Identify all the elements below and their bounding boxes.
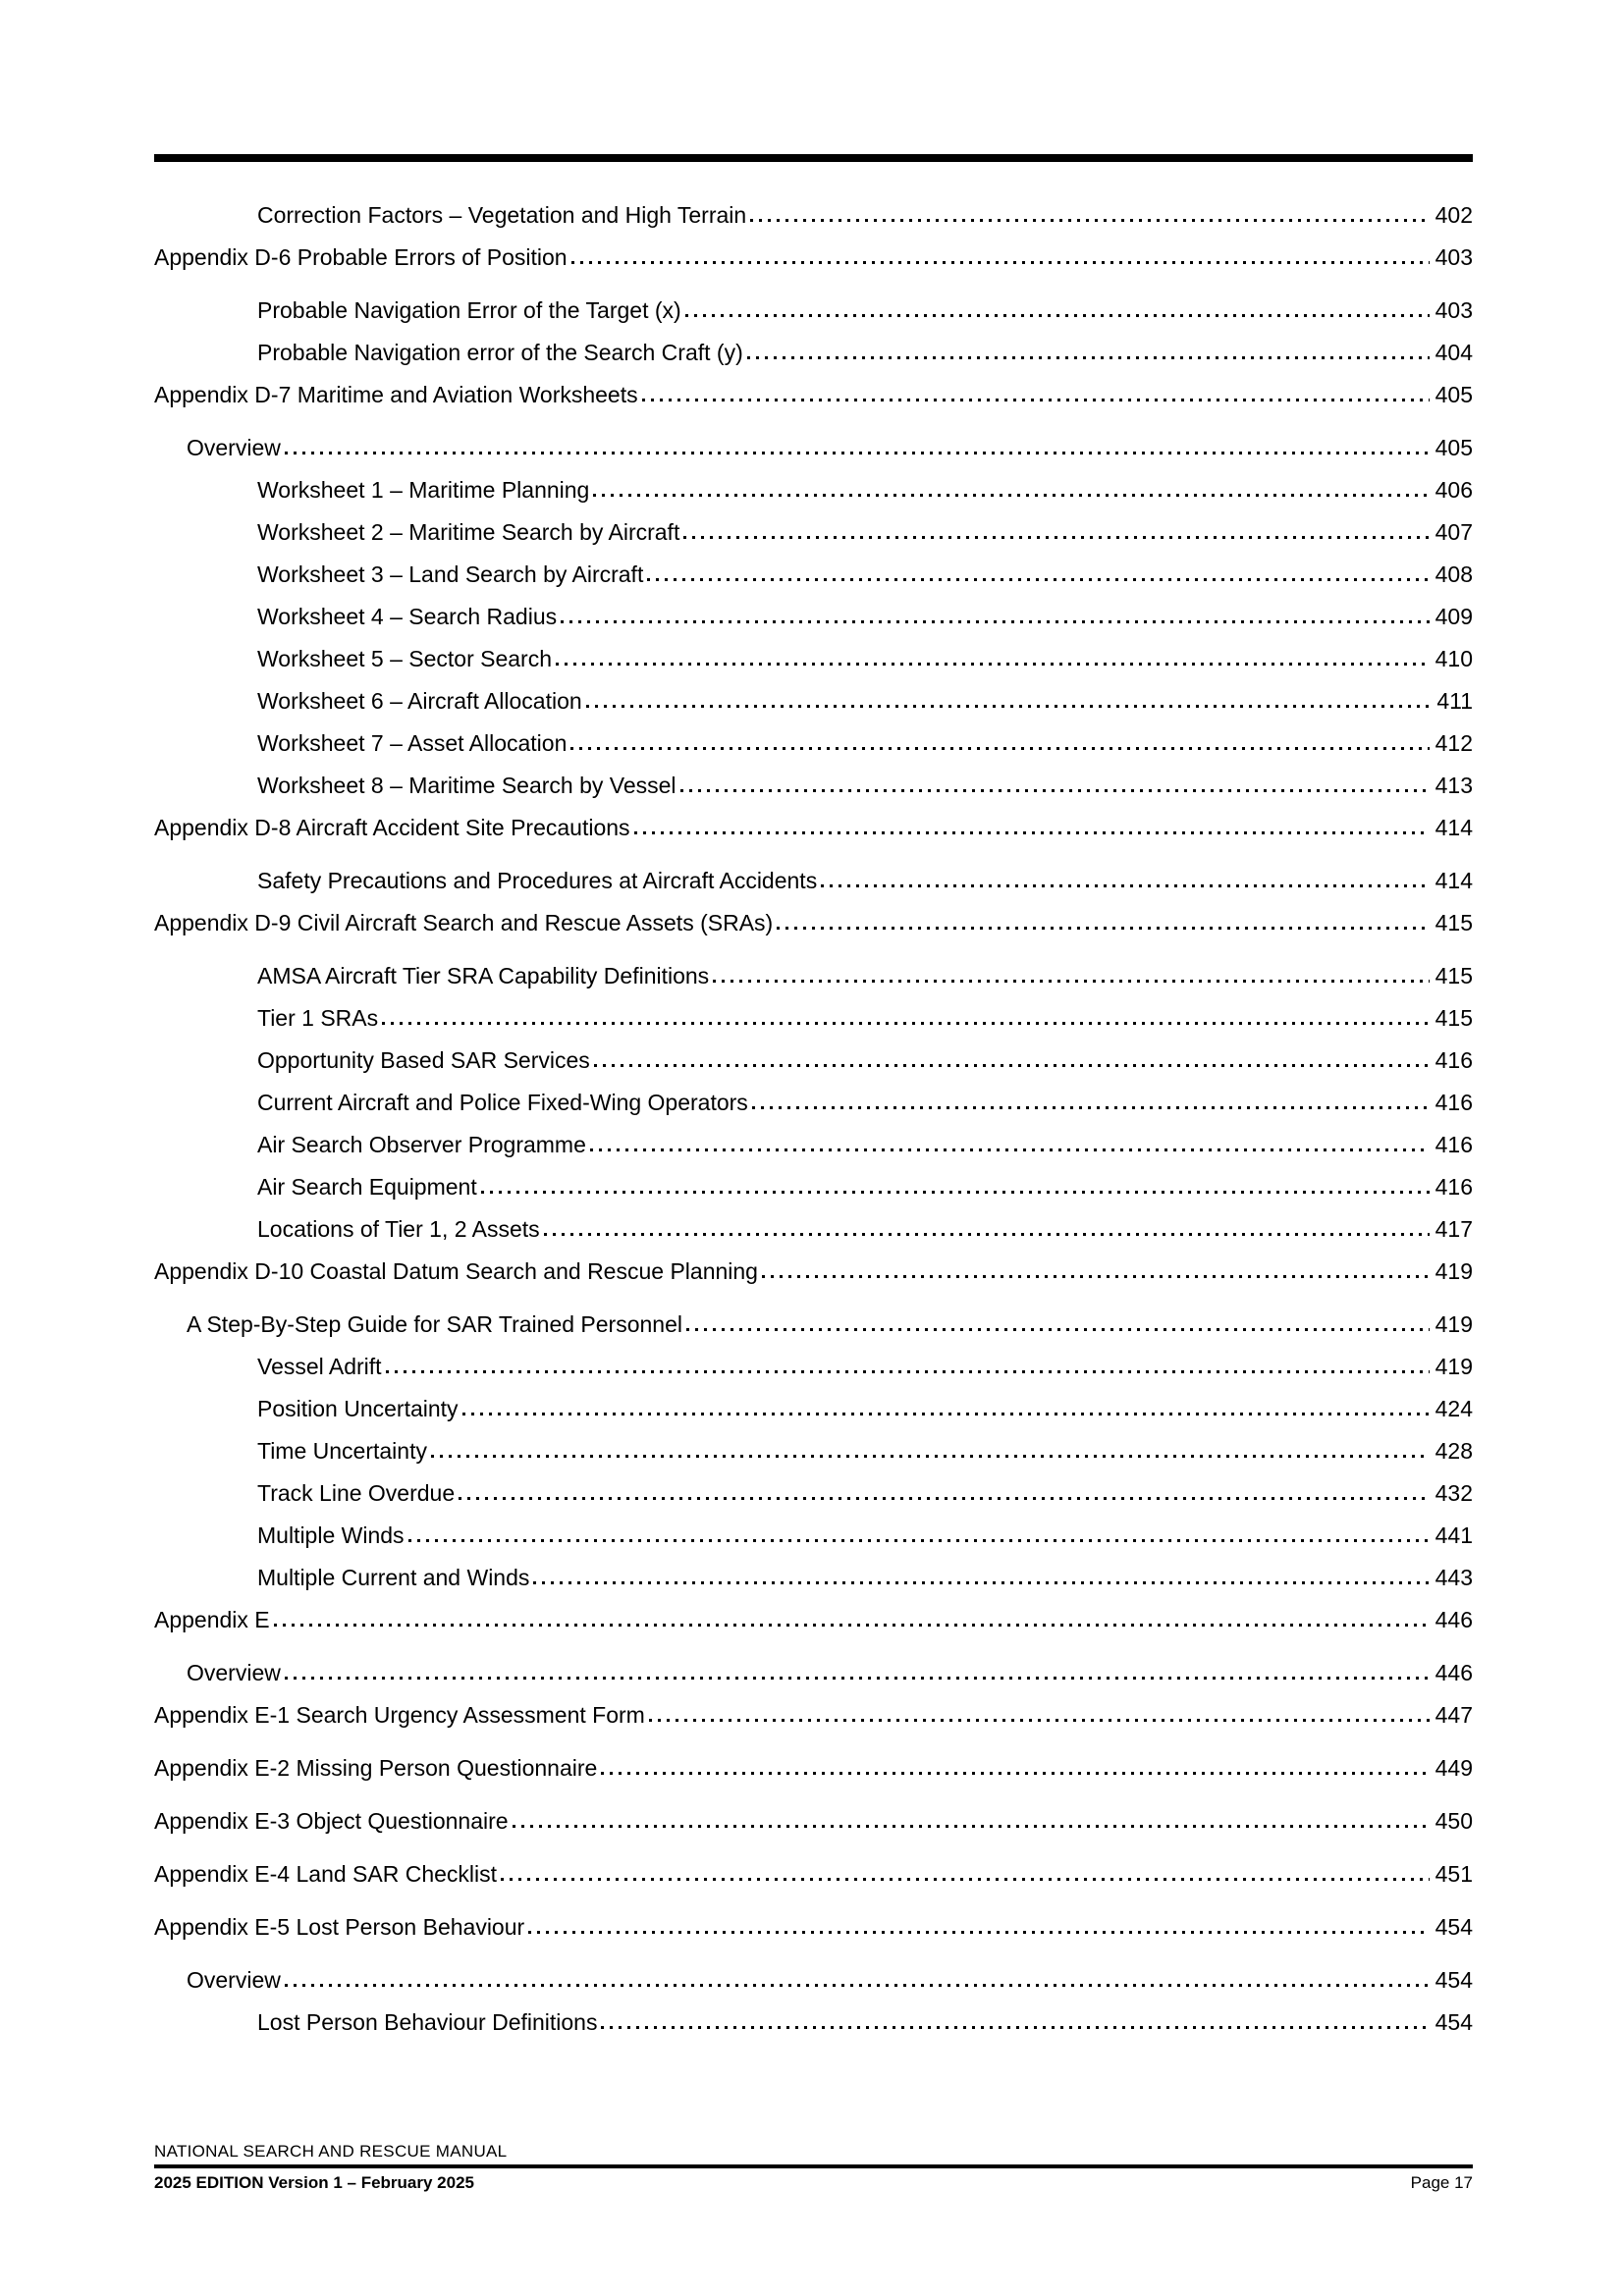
dot-leader: [274, 1624, 1430, 1627]
toc-entry[interactable]: [154, 339, 1473, 366]
footer-edition: 2025 EDITION Version 1 – February 2025: [154, 2173, 474, 2192]
toc-entry-page: 406: [1435, 477, 1473, 503]
dot-leader: [556, 663, 1430, 666]
toc-entry-page: 419: [1435, 1258, 1473, 1284]
toc-entry[interactable]: [154, 909, 1473, 936]
toc-entry-page: 454: [1435, 1967, 1473, 1993]
toc-entry-label: Overview: [187, 1967, 281, 1993]
toc-entry-page: 403: [1435, 297, 1473, 323]
dot-leader: [647, 578, 1429, 581]
toc-entry-label: Appendix D-10 Coastal Datum Search and Rescue Planning: [154, 1258, 758, 1284]
toc-entry-label: Position Uncertainty: [257, 1396, 459, 1421]
dot-leader: [747, 356, 1430, 359]
toc-entry-label: Probable Navigation Error of the Target (x): [257, 297, 681, 323]
toc-entry-page: 410: [1435, 646, 1473, 671]
dot-leader: [685, 314, 1430, 317]
toc-entry-page: 454: [1435, 2009, 1473, 2035]
toc-entry[interactable]: [154, 1807, 1473, 1835]
toc-entry-page: 412: [1435, 730, 1473, 756]
toc-entry-page: 449: [1435, 1755, 1473, 1781]
toc-entry-page: 407: [1435, 519, 1473, 545]
dot-leader: [285, 452, 1430, 454]
toc-entry[interactable]: [154, 2008, 1473, 2036]
toc-entry-page: 451: [1435, 1861, 1473, 1887]
toc-entry[interactable]: [154, 1659, 1473, 1686]
dot-leader: [382, 1022, 1430, 1025]
toc-entry-page: 411: [1436, 688, 1473, 714]
toc-entry-page: 447: [1435, 1702, 1473, 1728]
toc-entry-page: 441: [1435, 1522, 1473, 1548]
toc-entry-page: 446: [1435, 1607, 1473, 1632]
toc-entry-label: Time Uncertainty: [257, 1438, 427, 1464]
dot-leader: [459, 1497, 1429, 1500]
toc-entry-page: 417: [1435, 1216, 1473, 1242]
dot-leader: [713, 980, 1429, 983]
toc-entry[interactable]: [154, 243, 1473, 271]
toc-entry[interactable]: [154, 381, 1473, 408]
dot-leader: [501, 1878, 1430, 1881]
toc-entry-label: AMSA Aircraft Tier SRA Capability Definitions: [257, 963, 710, 988]
toc-entry-page: 403: [1435, 244, 1473, 270]
toc-entry[interactable]: [154, 645, 1473, 672]
toc-entry-label: Appendix E-5 Lost Person Behaviour: [154, 1914, 525, 1940]
header-rule: [154, 154, 1473, 162]
toc-entry-label: Appendix D-7 Maritime and Aviation Worksheets: [154, 382, 638, 407]
toc-entry-page: 404: [1435, 340, 1473, 365]
toc-entry-label: Worksheet 2 – Maritime Search by Aircraft: [257, 519, 680, 545]
dot-leader: [528, 1931, 1429, 1934]
toc-entry[interactable]: [154, 1131, 1473, 1158]
toc-entry-label: Track Line Overdue: [257, 1480, 456, 1506]
toc-entry[interactable]: [154, 603, 1473, 630]
toc-entry-page: 424: [1435, 1396, 1473, 1421]
toc-entry[interactable]: [154, 518, 1473, 546]
toc-entry-label: Multiple Current and Winds: [257, 1565, 530, 1590]
toc-entry[interactable]: [154, 687, 1473, 715]
toc-entry-page: 450: [1435, 1808, 1473, 1834]
toc-entry-page: 415: [1435, 963, 1473, 988]
dot-leader: [683, 536, 1429, 539]
toc-entry-page: 454: [1435, 1914, 1473, 1940]
toc-entry[interactable]: [154, 1004, 1473, 1032]
toc-entry-label: Worksheet 7 – Asset Allocation: [257, 730, 568, 756]
toc-entry-label: Worksheet 4 – Search Radius: [257, 604, 558, 629]
toc-entry-page: 414: [1435, 868, 1473, 893]
dot-leader: [601, 2026, 1429, 2029]
toc-entry[interactable]: [154, 1522, 1473, 1549]
toc-entry-label: A Step-By-Step Guide for SAR Trained Personnel: [187, 1311, 682, 1337]
footer-rule: [154, 2164, 1473, 2168]
toc-entry[interactable]: [154, 1395, 1473, 1422]
toc-entry[interactable]: [154, 772, 1473, 799]
dot-leader: [777, 927, 1429, 930]
toc-entry-label: Opportunity Based SAR Services: [257, 1047, 590, 1073]
dot-leader: [762, 1275, 1430, 1278]
toc-entry[interactable]: [154, 1913, 1473, 1941]
toc-entry-label: Overview: [187, 1660, 281, 1685]
toc-entry[interactable]: [154, 867, 1473, 894]
dot-leader: [821, 884, 1429, 887]
toc-entry-page: 443: [1435, 1565, 1473, 1590]
toc-entry-label: Vessel Adrift: [257, 1354, 382, 1379]
dot-leader: [594, 1064, 1430, 1067]
toc-entry-page: 419: [1435, 1354, 1473, 1379]
dot-leader: [561, 620, 1430, 623]
dot-leader: [634, 831, 1430, 834]
toc-entry-label: Correction Factors – Vegetation and High Terrain: [257, 202, 747, 228]
toc-entry[interactable]: [154, 1257, 1473, 1285]
toc-entry[interactable]: [154, 1966, 1473, 1994]
toc-list: [154, 201, 1473, 2036]
toc-entry-page: 402: [1435, 202, 1473, 228]
toc-entry-label: Current Aircraft and Police Fixed-Wing Operators: [257, 1090, 748, 1115]
toc-entry[interactable]: [154, 1173, 1473, 1201]
dot-leader: [570, 747, 1429, 750]
dot-leader: [285, 1984, 1430, 1987]
toc-entry[interactable]: [154, 729, 1473, 757]
toc-entry[interactable]: [154, 201, 1473, 229]
toc-entry-page: 409: [1435, 604, 1473, 629]
toc-entry-label: Worksheet 8 – Maritime Search by Vessel: [257, 773, 677, 798]
toc-entry-label: Appendix D-9 Civil Aircraft Search and Rescue Assets (SRAs): [154, 910, 774, 935]
toc-entry[interactable]: [154, 296, 1473, 324]
dot-leader: [571, 261, 1430, 264]
toc-entry-label: Locations of Tier 1, 2 Assets: [257, 1216, 540, 1242]
toc-entry-page: 416: [1435, 1132, 1473, 1157]
toc-entry[interactable]: [154, 1701, 1473, 1729]
toc-entry-label: Lost Person Behaviour Definitions: [257, 2009, 598, 2035]
toc-entry-label: Worksheet 3 – Land Search by Aircraft: [257, 561, 644, 587]
toc-entry-page: 416: [1435, 1174, 1473, 1200]
toc-entry-label: Appendix E: [154, 1607, 270, 1632]
toc-entry-page: 415: [1435, 1005, 1473, 1031]
toc-entry[interactable]: [154, 1437, 1473, 1465]
toc-entry-label: Worksheet 5 – Sector Search: [257, 646, 552, 671]
toc-entry-label: Multiple Winds: [257, 1522, 405, 1548]
dot-leader: [533, 1581, 1429, 1584]
footer-page-number: Page 17: [1410, 2173, 1473, 2192]
toc-entry-page: 405: [1435, 435, 1473, 460]
toc-entry-page: 408: [1435, 561, 1473, 587]
toc-entry[interactable]: [154, 1860, 1473, 1888]
dot-leader: [686, 1328, 1430, 1331]
toc-entry[interactable]: [154, 476, 1473, 504]
dot-leader: [752, 1106, 1430, 1109]
toc-entry-label: Safety Precautions and Procedures at Aircraft Accidents: [257, 868, 818, 893]
toc-entry[interactable]: [154, 814, 1473, 841]
toc-entry-label: Appendix E-4 Land SAR Checklist: [154, 1861, 498, 1887]
toc-entry[interactable]: [154, 1754, 1473, 1782]
toc-entry-label: Worksheet 1 – Maritime Planning: [257, 477, 590, 503]
toc-entry[interactable]: [154, 1353, 1473, 1380]
toc-entry-label: Air Search Observer Programme: [257, 1132, 586, 1157]
dot-leader: [462, 1413, 1430, 1415]
toc-entry-label: Tier 1 SRAs: [257, 1005, 379, 1031]
toc-entry[interactable]: [154, 1479, 1473, 1507]
dot-leader: [431, 1455, 1430, 1458]
toc-entry[interactable]: [154, 1089, 1473, 1116]
footer-manual-title: NATIONAL SEARCH AND RESCUE MANUAL: [154, 2142, 508, 2161]
dot-leader: [593, 494, 1429, 497]
toc-entry[interactable]: [154, 561, 1473, 588]
toc-entry[interactable]: [154, 1564, 1473, 1591]
toc-entry-page: 413: [1435, 773, 1473, 798]
dot-leader: [649, 1719, 1430, 1722]
dot-leader: [586, 705, 1432, 708]
dot-leader: [601, 1772, 1429, 1775]
toc-entry[interactable]: [154, 962, 1473, 989]
dot-leader: [544, 1233, 1430, 1236]
toc-entry-page: 446: [1435, 1660, 1473, 1685]
toc-entry[interactable]: [154, 1606, 1473, 1633]
toc-entry-label: Overview: [187, 435, 281, 460]
dot-leader: [386, 1370, 1430, 1373]
toc-entry-page: 432: [1435, 1480, 1473, 1506]
toc-entry-page: 416: [1435, 1090, 1473, 1115]
toc-entry-page: 419: [1435, 1311, 1473, 1337]
toc-entry-page: 405: [1435, 382, 1473, 407]
toc-entry-label: Appendix E-3 Object Questionnaire: [154, 1808, 509, 1834]
toc-entry-label: Air Search Equipment: [257, 1174, 477, 1200]
document-page: [154, 0, 1473, 2051]
toc-entry[interactable]: [154, 1215, 1473, 1243]
toc-entry-label: Appendix E-1 Search Urgency Assessment Form: [154, 1702, 645, 1728]
toc-entry-label: Appendix D-8 Aircraft Accident Site Precautions: [154, 815, 630, 840]
toc-entry-label: Appendix E-2 Missing Person Questionnaire: [154, 1755, 598, 1781]
dot-leader: [513, 1825, 1430, 1828]
toc-entry[interactable]: [154, 434, 1473, 461]
page-footer: [154, 2142, 1473, 2193]
dot-leader: [642, 399, 1430, 401]
dot-leader: [590, 1148, 1430, 1151]
dot-leader: [481, 1191, 1430, 1194]
toc-entry-page: 416: [1435, 1047, 1473, 1073]
toc-entry-label: Worksheet 6 – Aircraft Allocation: [257, 688, 582, 714]
toc-entry[interactable]: [154, 1310, 1473, 1338]
toc-entry-page: 428: [1435, 1438, 1473, 1464]
toc-entry[interactable]: [154, 1046, 1473, 1074]
dot-leader: [750, 219, 1429, 222]
dot-leader: [408, 1539, 1430, 1542]
toc-entry-label: Probable Navigation error of the Search Craft (y): [257, 340, 743, 365]
toc-entry-page: 415: [1435, 910, 1473, 935]
toc-entry-label: Appendix D-6 Probable Errors of Position: [154, 244, 568, 270]
toc-entry-page: 414: [1435, 815, 1473, 840]
dot-leader: [285, 1677, 1430, 1680]
dot-leader: [680, 789, 1430, 792]
